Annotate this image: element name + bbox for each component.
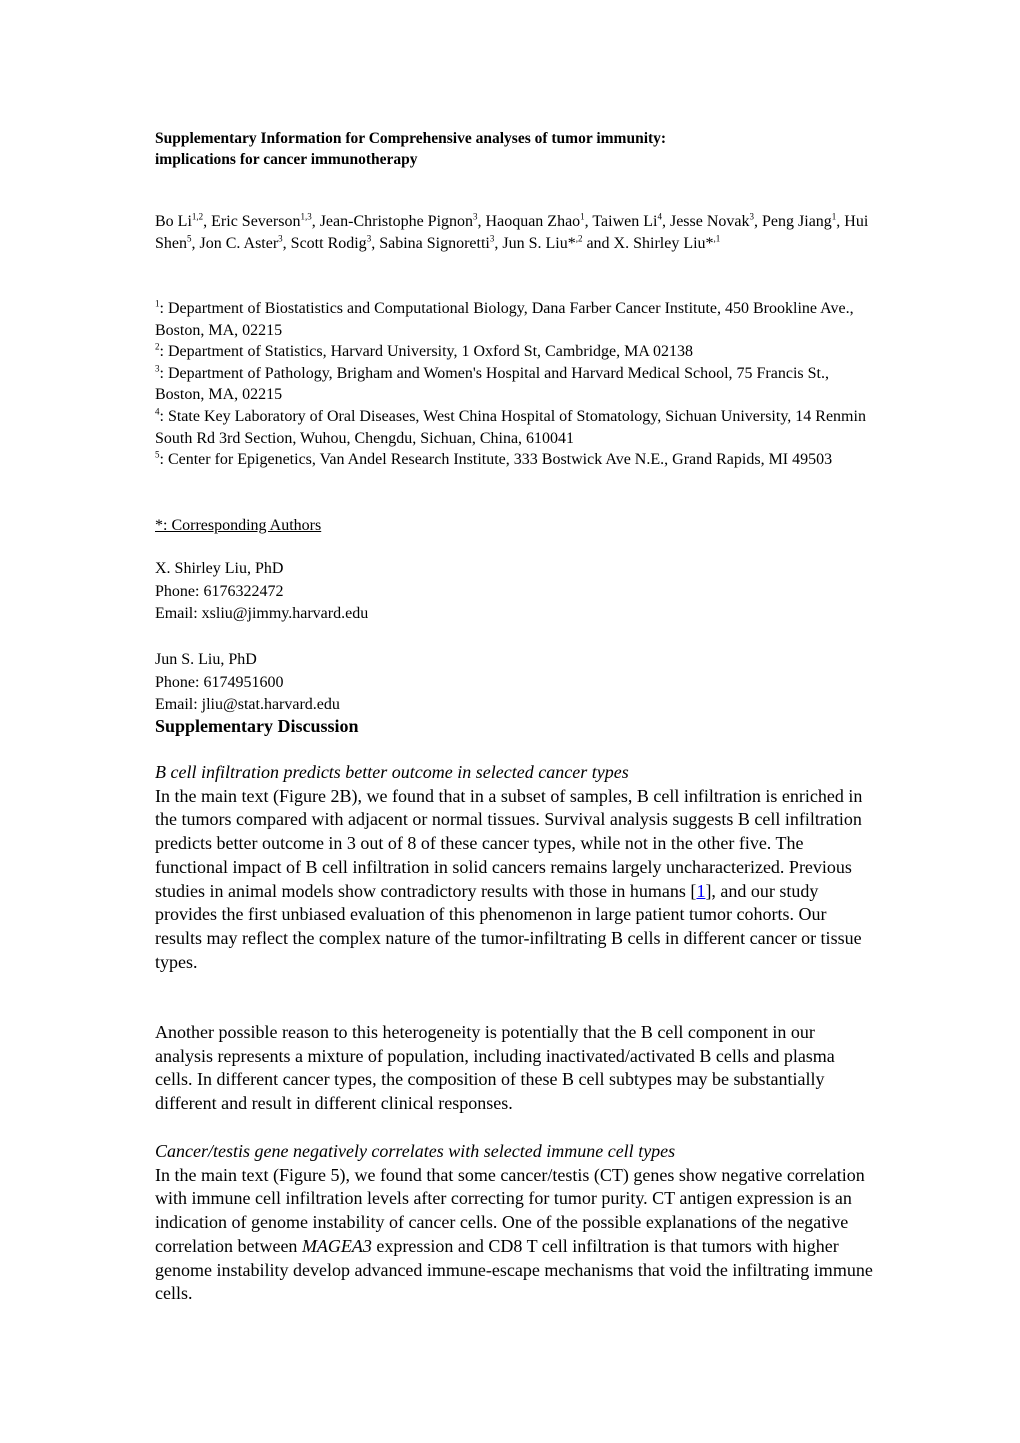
author-name: Sabina Signoretti xyxy=(379,235,490,252)
section-b-cell xyxy=(155,761,873,974)
paragraph-text: In the main text (Figure 2B), we found that in a subset of samples, B cell infiltration is enriched in the tumors compared with adjacent or normal tissues. Survival analysis suggests B cell infiltration predicts better outcome in 3 out of 8 of these cancer types, while not in the other five. The functional impact of B cell infiltration in solid cancers remains largely uncharacterized. Previous studies in animal models show contradictory results with those in humans [ xyxy=(155,785,863,901)
author-affiliation-marker: 5 xyxy=(187,233,192,244)
affiliation xyxy=(155,363,875,406)
affiliation-number: 4 xyxy=(155,406,160,417)
corresponding-authors-label: *: Corresponding Authors xyxy=(155,517,322,534)
affiliation-number: 3 xyxy=(155,363,160,374)
author-separator: , xyxy=(371,235,380,252)
author-affiliation-marker: 3 xyxy=(489,233,495,244)
affiliation-text: : Department of Biostatistics and Computational Biology, Dana Farber Cancer Institute, 450 Brookline Ave., Boston, MA, 02215 xyxy=(155,300,854,339)
section-heading: Supplementary Discussion xyxy=(155,716,359,736)
author-separator: , xyxy=(282,235,291,252)
paragraph xyxy=(155,785,873,975)
contact-phone: Phone: 6174951600 xyxy=(155,673,284,691)
author-separator: , xyxy=(203,213,212,230)
author-separator: , xyxy=(661,213,670,230)
title-line-2: implications for cancer immunotherapy xyxy=(155,151,418,168)
contact-phone: Phone: 6176322472 xyxy=(155,582,284,600)
affiliation-number: 2 xyxy=(155,341,160,352)
title-line-1: Supplementary Information for Comprehensive analyses of tumor immunity: xyxy=(155,130,667,147)
author-affiliation-marker: 1,3 xyxy=(300,211,312,222)
author-name: X. Shirley Liu* xyxy=(613,235,714,252)
contact-email: Email: xsliu@jimmy.harvard.edu xyxy=(155,605,369,622)
affiliation xyxy=(155,298,875,341)
affiliation-text: : Department of Pathology, Brigham and Women's Hospital and Harvard Medical School, 75 Francis St., Boston, MA, 02215 xyxy=(155,364,829,404)
author-affiliation-marker: ,2 xyxy=(575,233,583,244)
author-name: Scott Rodig xyxy=(290,235,367,252)
author-name: Peng Jiang xyxy=(762,213,832,230)
author-separator: , xyxy=(836,213,845,230)
author-separator: , xyxy=(754,213,763,230)
author-name: Eric Severson xyxy=(211,213,301,230)
author-separator: , xyxy=(191,235,200,252)
affiliation-list xyxy=(155,298,875,471)
affiliation xyxy=(155,449,875,471)
paragraph: Another possible reason to this heterogeneity is potentially that the B cell component in our analysis represents a mixture of population, including inactivated/activated B cells and plasma cells. In different cancer types, the composition of these B cell subtypes may be substantially different and result in different clinical responses. xyxy=(155,1022,835,1114)
author-name: Jon C. Aster xyxy=(199,235,279,252)
author-separator: , xyxy=(477,213,486,230)
contact-name: Jun S. Liu, PhD xyxy=(155,651,257,668)
author-affiliation-marker: 1 xyxy=(831,211,837,222)
section-cancer-testis xyxy=(155,1140,873,1306)
author-separator: , xyxy=(311,213,320,230)
affiliation-number: 1 xyxy=(155,298,160,309)
author-affiliation-marker: 3 xyxy=(749,211,755,222)
affiliation xyxy=(155,341,875,363)
author-name: Hui Shen xyxy=(155,213,869,252)
paragraph-text: expression and CD8 T cell infiltration is that tumors with higher genome instability develop advanced immune-escape mechanisms that void the infiltrating immune cells. xyxy=(155,1235,873,1304)
author-affiliation-marker: 3 xyxy=(473,211,478,222)
author-affiliation-marker: 3 xyxy=(278,233,283,244)
author-name: Jesse Novak xyxy=(669,213,750,230)
author-affiliation-marker: 1,2 xyxy=(191,211,204,222)
author-name: Taiwen Li xyxy=(592,213,658,230)
subsection-title: Cancer/testis gene negatively correlates with selected immune cell types xyxy=(155,1141,676,1161)
contact-name: X. Shirley Liu, PhD xyxy=(155,560,284,577)
author-separator: , xyxy=(494,235,503,252)
paragraph-text: ], and our study provides the first unbiased evaluation of this phenomenon in large patient tumor cohorts. Our results may reflect the complex nature of the tumor-infiltrating B cells in different cancer or tissue types. xyxy=(155,880,862,972)
author-affiliation-marker: 4 xyxy=(657,211,662,222)
gene-name: MAGEA3 xyxy=(301,1235,372,1256)
author-separator: , xyxy=(584,213,593,230)
paragraph-text: In the main text (Figure 5), we found that some cancer/testis (CT) genes show negative correlation with immune cell infiltration levels after correcting for tumor purity. CT antigen expression is an indication of genome instability of cancer cells. One of the possible explanations of the negative correlation between xyxy=(155,1164,865,1256)
author-name: Bo Li xyxy=(155,213,192,230)
author-affiliation-marker: 3 xyxy=(366,233,372,244)
author-name: Jean-Christophe Pignon xyxy=(319,213,474,230)
author-affiliation-marker: 1 xyxy=(580,211,585,222)
contact-block xyxy=(155,558,877,626)
author-list xyxy=(155,211,875,255)
author-separator: and xyxy=(582,235,614,252)
paragraph xyxy=(155,1164,873,1306)
author-affiliation-marker: ,1 xyxy=(713,233,721,244)
contact-email: Email: jliu@stat.harvard.edu xyxy=(155,696,340,713)
reference-link[interactable]: 1 xyxy=(696,880,706,901)
affiliation-number: 5 xyxy=(155,449,160,460)
author-name: Jun S. Liu* xyxy=(502,235,576,252)
author-name: Haoquan Zhao xyxy=(485,213,581,230)
affiliation-text: : State Key Laboratory of Oral Diseases, West China Hospital of Stomatology, Sichuan University, 14 Renmin South Rd 3rd Section, Wuhou, Chengdu, Sichuan, China, 610041 xyxy=(155,407,866,447)
affiliation xyxy=(155,406,875,449)
contact-block xyxy=(155,649,877,717)
affiliation-text: : Center for Epigenetics, Van Andel Research Institute, 333 Bostwick Ave N.E., Grand Rapids, MI 49503 xyxy=(159,451,833,469)
document-title xyxy=(155,128,877,170)
subsection-title: B cell infiltration predicts better outcome in selected cancer types xyxy=(155,762,629,782)
affiliation-text: : Department of Statistics, Harvard University, 1 Oxford St, Cambridge, MA 02138 xyxy=(159,343,694,361)
